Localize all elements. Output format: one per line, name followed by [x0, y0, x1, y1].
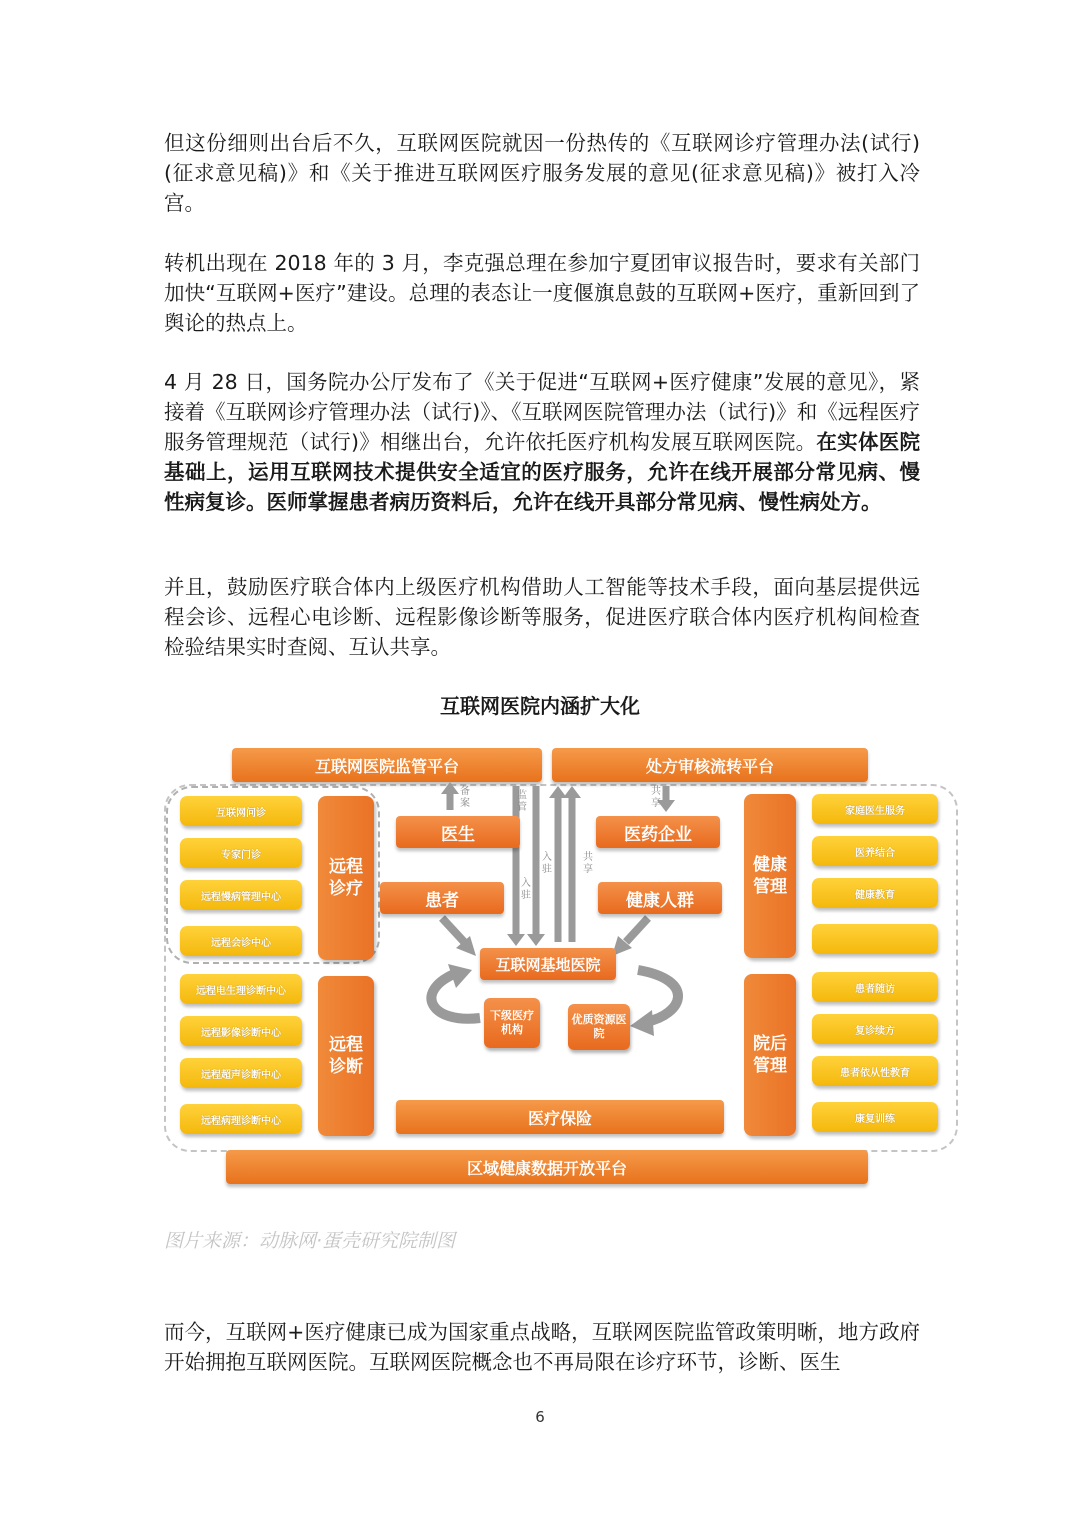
right-item-2-4: 康复训练: [812, 1102, 938, 1132]
paragraph-3: [164, 367, 920, 517]
quality-hospital-box: 优质资源医院: [568, 1004, 630, 1050]
healthy-people-box: 健康人群: [598, 882, 722, 914]
pharma-box: 医药企业: [596, 816, 720, 848]
paragraph-4: 并且，鼓励医疗联合体内上级医疗机构借助人工智能等技术手段，面向基层提供远程会诊、远程心电诊断、远程影像诊断等服务，促进医疗联合体内医疗机构间检查检验结果实时查阅、互认共享。: [164, 575, 920, 659]
paragraph-3-bold-text: 在实体医院基础上，运用互联网技术提供安全适宜的医疗服务，允许在线开展部分常见病、慢性病复诊。医师掌握患者病历资料后，允许在线开具部分常见病、慢性病处方。: [164, 430, 921, 514]
right-item-2-3: 患者依从性教育: [812, 1056, 938, 1086]
share-label-top: 共享: [651, 786, 661, 809]
right-item-1-1: 家庭医生服务: [812, 794, 938, 824]
post-hospital-management-box: 院后管理: [744, 974, 796, 1136]
right-item-1-2: 医养结合: [812, 836, 938, 866]
left-item-1-1: 互联网问诊: [180, 796, 302, 826]
diagram: [160, 742, 960, 1192]
right-item-2-2: 复诊续方: [812, 1014, 938, 1044]
patient-box: 患者: [380, 882, 504, 914]
doctor-box: 医生: [396, 816, 520, 848]
page-number: 6: [535, 1408, 545, 1426]
share-label-middle: 共享: [583, 852, 593, 875]
supervise-label: 监管: [517, 790, 527, 813]
paragraph-5: 而今，互联网+医疗健康已成为国家重点战略，互联网医院监管政策明晰，地方政府开始拥抱互联网医院。互联网医院概念也不再局限在诊疗环节，诊断、医生: [164, 1320, 920, 1374]
figure-title: 互联网医院内涵扩大化: [440, 694, 640, 718]
right-item-2-1: 患者随访: [812, 972, 938, 1002]
left-item-2-3: 远程超声诊断中心: [180, 1058, 302, 1088]
lower-institution-box: 下级医疗机构: [484, 998, 540, 1048]
left-item-1-2: 专家门诊: [180, 838, 302, 868]
left-item-2-1: 远程电生理诊断中心: [180, 974, 302, 1004]
figure-caption: 图片来源：动脉网·蛋壳研究院制图: [164, 1230, 456, 1252]
health-management-box: 健康管理: [744, 794, 796, 958]
left-item-1-4: 远程会诊中心: [180, 926, 302, 956]
paragraph-2: 转机出现在 2018 年的 3 月，李克强总理在参加宁夏团审议报告时，要求有关部门加快“互联网+医疗”建设。总理的表态让一度偃旗息鼓的互联网+医疗，重新回到了舆论的热点上。: [164, 251, 920, 335]
settle-label-2: 入驻: [521, 878, 531, 901]
paragraph-3-text: 4 月 28 日，国务院办公厅发布了《关于促进“互联网+医疗健康”发展的意见》，紧接着《互联网诊疗管理办法（试行)》、《互联网医院管理办法（试行)》和《远程医疗服务管理规范（试行)》相继出台，允许依托医疗机构发展互联网医院。: [164, 370, 920, 454]
right-item-1-3: 健康教育: [812, 878, 938, 908]
left-item-2-2: 远程影像诊断中心: [180, 1016, 302, 1046]
prescription-platform-bar: 处方审核流转平台: [552, 748, 868, 782]
supervision-platform-bar: 互联网医院监管平台: [232, 748, 542, 782]
remote-treatment-box: 远程诊疗: [318, 796, 374, 960]
left-item-1-3: 远程慢病管理中心: [180, 880, 302, 910]
remote-diagnosis-box: 远程诊断: [318, 976, 374, 1136]
filing-label: 备案: [460, 786, 470, 809]
paragraph-1: 但这份细则出台后不久，互联网医院就因一份热传的《互联网诊疗管理办法(试行)(征求意见稿)》和《关于推进互联网医疗服务发展的意见(征求意见稿)》被打入冷宫。: [164, 131, 920, 215]
settle-label-1: 入驻: [542, 852, 552, 875]
left-item-2-4: 远程病理诊断中心: [180, 1104, 302, 1134]
base-hospital-box: 互联网基地医院: [480, 948, 616, 980]
insurance-bar: 医疗保险: [396, 1100, 724, 1134]
data-platform-bar: 区域健康数据开放平台: [226, 1150, 868, 1184]
